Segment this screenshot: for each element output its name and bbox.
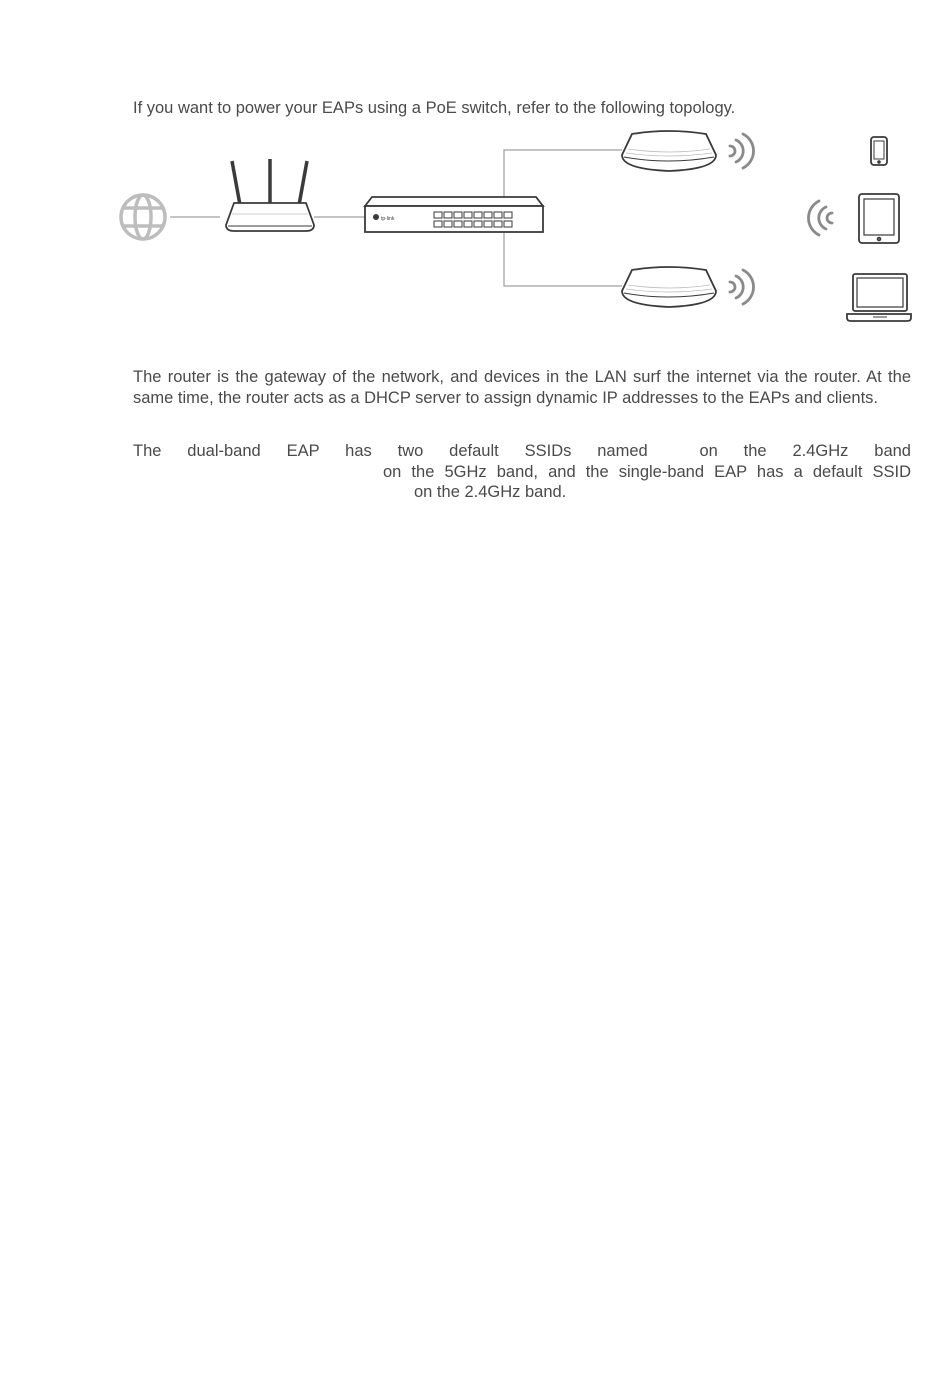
- wifi-signal-icon: [730, 134, 754, 168]
- paragraph2-line1-end: on the 2.4GHz band: [699, 442, 911, 460]
- client-wifi-signal-icon: [808, 201, 832, 235]
- switch-brand-label: tp-link: [381, 216, 395, 222]
- router-icon: [226, 159, 314, 231]
- poe-switch-icon: [365, 197, 543, 232]
- paragraph2-line1-start: The dual-band EAP has two default SSIDs named: [133, 442, 648, 460]
- internet-globe-icon: [121, 195, 165, 239]
- line-switch-eap-bottom: [504, 233, 622, 286]
- laptop-icon: [847, 274, 911, 321]
- paragraph-ssid-description: [133, 441, 911, 503]
- eap-bottom-icon: [622, 267, 716, 307]
- paragraph2-line3: on the 2.4GHz band.: [414, 483, 567, 502]
- tablet-icon: [859, 194, 899, 243]
- paragraph-router-description: The router is the gateway of the network, and devices in the LAN surf the internet via the router. At the same time, the router acts as a DHCP server to assign dynamic IP addresses to the EAPs and clients.: [133, 368, 911, 407]
- intro-text: If you want to power your EAPs using a PoE switch, refer to the following topology.: [133, 99, 736, 117]
- tp-link-logo-icon: [373, 214, 379, 220]
- paragraph2-line2: [133, 462, 911, 483]
- wifi-signal-icon: [730, 270, 754, 304]
- line-switch-eap-top: [504, 150, 622, 197]
- paragraph2-line2-text: on the 5GHz band, and the single-band EAP has a default SSID: [383, 462, 911, 481]
- smartphone-icon: [871, 137, 887, 165]
- paragraph2-line1: [133, 441, 911, 462]
- eap-top-icon: [622, 131, 716, 171]
- network-topology-diagram: [110, 125, 920, 330]
